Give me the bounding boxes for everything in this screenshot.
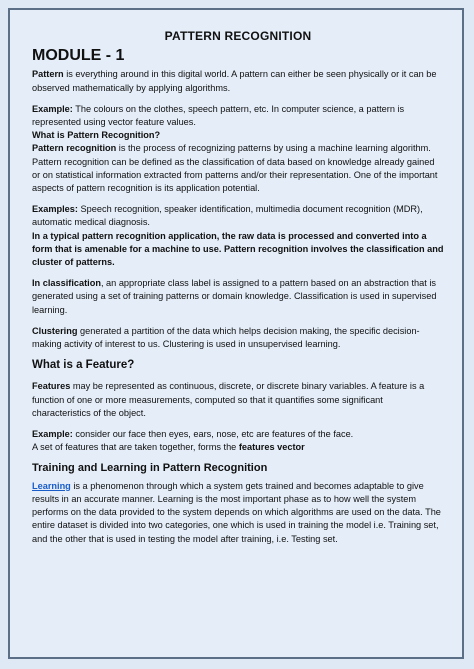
paragraph-pattern-text: is everything around in this digital world. A pattern can either be seen physically or it can be observed mathematically by applying algorithms. <box>32 69 437 93</box>
paragraph-classification <box>32 277 444 317</box>
heading-training-and-learning: Training and Learning in Pattern Recognition <box>32 462 268 475</box>
label-example-face: Example: <box>32 429 73 440</box>
paragraph-example-face-text: consider our face then eyes, ears, nose, etc are features of the face. <box>72 429 354 440</box>
paragraph-learning-text: is a phenomenon through which a system gets trained and becomes adaptable to give results in an accurate manner. Learning is the most important phase as to how well the system performs on the data provided to the system depends on which algorithms are used on the data. The entire dataset is divided into two categories, one which is used in training the model i.e. Training set, and the other that is used in testing the model after training, i.e. Testing set. <box>32 480 441 544</box>
paragraph-pattern-recognition-text: is the process of recognizing patterns by using a machine learning algorithm. Pattern recognition can be defined as the classification of data based on knowledge already gained or on statistical information extracted from patterns and/or their representation. One of the important aspects of pattern recognition is its application potential. <box>32 143 438 194</box>
term-in-classification: In classification <box>32 278 101 289</box>
paragraph-example-1 <box>32 103 444 129</box>
page-content <box>32 30 444 554</box>
paragraph-learning <box>32 480 444 546</box>
term-features-vector: features vector <box>238 442 305 453</box>
document-page <box>8 8 464 659</box>
paragraph-clustering-text: generated a partition of the data which helps decision making, the specific decision-making activity of interest to us. Clustering is used in unsupervised learning. <box>32 325 420 350</box>
label-examples: Examples: <box>32 204 78 215</box>
paragraph-clustering <box>32 325 444 351</box>
paragraph-features <box>32 380 444 420</box>
paragraph-feature-vector-text: A set of features that are taken together, forms the <box>32 442 239 453</box>
term-clustering: Clustering <box>32 325 78 336</box>
paragraph-pattern-recognition <box>32 142 444 195</box>
learning-link[interactable]: Learning <box>32 480 71 491</box>
paragraph-feature-vector <box>32 441 444 454</box>
paragraph-classification-text: , an appropriate class label is assigned to a pattern based on an abstraction that is generated using a set of training patterns or domain knowledge. Classification is used in supervised learning. <box>32 278 437 315</box>
heading-what-is-a-feature: What is a Feature? <box>32 359 135 372</box>
document-title: PATTERN RECOGNITION <box>164 29 312 43</box>
paragraph-examples-text: Speech recognition, speaker identification, multimedia document recognition (MDR), automatic medical diagnosis. <box>32 204 423 228</box>
paragraph-typical-application: In a typical pattern recognition application, the raw data is processed and converted into a form that is amenable for a machine to use. Pattern recognition involves the classification and cluster of patterns. <box>32 230 444 268</box>
paragraph-example-face <box>32 428 444 441</box>
paragraph-features-text: may be represented as continuous, discrete, or discrete binary variables. A feature is a function of one or more measurements, computed so that it quantifies some significant characteristics of the object. <box>32 381 425 418</box>
term-pattern-recognition: Pattern recognition <box>32 143 117 154</box>
paragraph-examples <box>32 203 444 229</box>
label-example: Example: <box>32 103 73 114</box>
paragraph-pattern <box>32 68 444 94</box>
paragraph-example-1-text: The colours on the clothes, speech pattern, etc. In computer science, a pattern is represented using vector feature values. <box>32 103 405 128</box>
term-features: Features <box>32 381 71 392</box>
module-heading: MODULE - 1 <box>32 47 125 65</box>
heading-what-is-pattern-recognition: What is Pattern Recognition? <box>32 130 161 141</box>
term-pattern: Pattern <box>32 69 64 80</box>
